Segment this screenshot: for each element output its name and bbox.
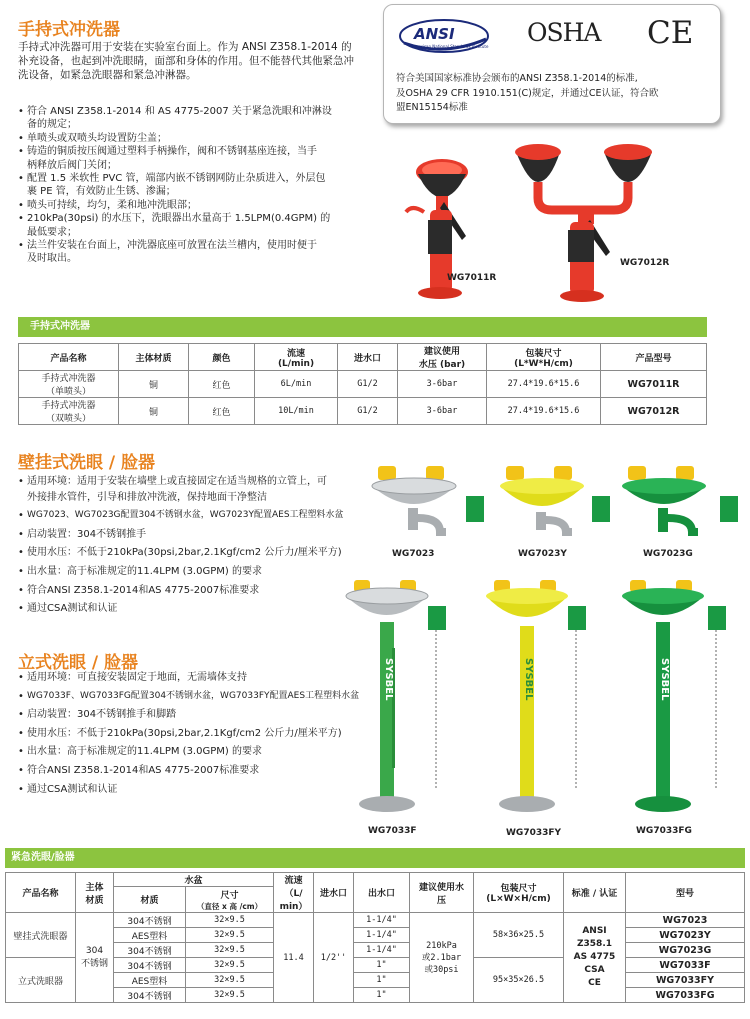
- product-image-wg7023y: [498, 462, 616, 544]
- osha-logo: OSHA: [527, 18, 601, 47]
- table1-header: 进水口: [338, 344, 398, 371]
- product-image-wg7033f: SYSBEL: [340, 578, 460, 818]
- section1-intro: 手持式冲洗器可用于安装在实验室台面上。作为 ANSI Z358.1-2014 的 补充设备，也起到冲洗眼睛，面部和身体的作用。但不能替代其他紧急冲 洗设备，如紧急洗眼器和紧急冲淋器。: [18, 41, 354, 81]
- table-row: 手持式冲洗器 （双喷头） 铜 红色 10L/min G1/2 3-6bar 27.4*19.6*15.6 WG7012R: [19, 398, 707, 425]
- product-image-wg7023: [370, 462, 492, 544]
- ansi-logo: ANSI American National Standards Institute: [398, 17, 490, 55]
- section1-title: 手持式冲洗器: [18, 20, 120, 40]
- cert-text: 符合美国国家标准协会颁布的ANSI Z358.1-2014的标准, 及OSHA 29 CFR 1910.151(C)规定，并通过CE认证，符合欧 盟EN15154标准: [396, 73, 659, 113]
- label-wg7011r: WG7011R: [447, 273, 497, 283]
- label-wg7033f: WG7033F: [368, 826, 417, 836]
- table1-header: 产品型号: [601, 344, 707, 371]
- certification-box: [383, 4, 721, 124]
- table-row: AES塑料 32×9.5 1" WG7033FY: [6, 973, 745, 988]
- table-row: 304不锈钢 32×9.5 1-1/4" WG7023G: [6, 943, 745, 958]
- table1-header: 颜色: [189, 344, 255, 371]
- label-wg7012r: WG7012R: [620, 258, 670, 268]
- section3-bullets: • 适用环境：可直接安装固定于地面，无需墙体支持 • WG7033F、WG7033FG配置304不锈钢水盆，WG7033FY配置AES工程塑料水盆 • 启动装置：304不锈钢推手和脚踏 • 使用水压：不低于210kPa(30psi,2bar,2.1Kgf/cm2 公斤力/厘米平方) • 出水量：高于标准规定的11.4LPM (3.0GPM) 的要求 • 符合ANSI Z358.1-2014和AS 4775-2007标准要求 • 通过CSA测试和认证: [18, 670, 373, 797]
- section2-title: 壁挂式洗眼 / 脸器: [18, 453, 156, 473]
- label-wg7033fg: WG7033FG: [636, 826, 692, 836]
- label-wg7023g: WG7023G: [643, 549, 693, 559]
- table2: 产品名称 主体 材质 水盆 流速 （L/ min） 进水口 出水口 建议使用水 压 包装尺寸 (L×W×H/cm) 标准 / 认证 型号 材质 尺寸 （直径 x 高 /cm） 壁挂式洗眼器 304 不锈钢 304不锈钢 32×9.5 11.4 1/2'' 1-1/4" 210kPa 或2.1bar 或30psi 58×36×25.5 ANSI Z358.1 AS 4775 CSA CE WG7023 AES塑料 32×9.5 1-1/4" WG7023Y 304不锈钢 32×9.5 1-1/4" WG7023G 立式洗眼器 304不锈钢 32×9.5 1" 95×35×26.5 WG7033F AES塑料 32×9.5 1" WG7033FY 304不锈钢 32×9.5 1" WG7033FG: [5, 872, 745, 1003]
- label-wg7023y: WG7023Y: [518, 549, 567, 559]
- table1-container: [18, 317, 707, 425]
- ce-logo: CE: [647, 15, 694, 51]
- table1-header: 流速 (L/min): [255, 344, 338, 371]
- section2-bullets: • 适用环境：适用于安装在墙壁上或直接固定在适当规格的立管上，可 外接排水管件，引导和排放冲洗液，保持地面干净整洁 • WG7023、WG7023G配置304不锈钢水盆，WG7023Y配置AES工程塑料水盆 • 启动装置：304不锈钢推手 • 使用水压：不低于210kPa(30psi,2bar,2.1Kgf/cm2 公斤力/厘米平方) • 出水量：高于标准规定的11.4LPM (3.0GPM) 的要求 • 符合ANSI Z358.1-2014和AS 4775-2007标准要求 • 通过CSA测试和认证: [18, 474, 368, 617]
- product-image-wg7033fg: SYSBEL: [616, 578, 740, 818]
- label-wg7033fy: WG7033FY: [506, 828, 562, 838]
- section1-bullets: • 符合 ANSI Z358.1-2014 和 AS 4775-2007 关于紧急洗眼和冲淋设 备的规定； • 单喷头或双喷头均设置防尘盖； • 铸造的铜质按压阀通过塑料手柄操作，阀和不锈钢基座连接，当手 柄释放后阀门关闭； • 配置 1.5 米软性 PVC 管，端部内嵌不锈钢网防止杂质进入，外层包 裹 PE 管，有效防止生锈、渗漏； • 喷头可持续，均匀，柔和地冲洗眼部； • 210kPa(30psi) 的水压下，洗眼器出水量高于 1.5LPM(0.4GPM) 的 最低要求； • 法兰件安装在台面上，冲洗器底座可放置在法兰槽内，使用时便于 及时取出。: [18, 105, 363, 266]
- table2-container: [5, 848, 745, 1003]
- table-row: 手持式冲洗器 （单喷头） 铜 红色 6L/min G1/2 3-6bar 27.4*19.6*15.6 WG7011R: [19, 371, 707, 398]
- product-image-wg7023g: [620, 462, 746, 544]
- table1: [18, 343, 707, 425]
- table1-bar: 手持式冲洗器: [18, 317, 707, 337]
- table-row: AES塑料 32×9.5 1-1/4" WG7023Y: [6, 928, 745, 943]
- table-row: 立式洗眼器 304不锈钢 32×9.5 1" 95×35×26.5 WG7033F: [6, 958, 745, 973]
- table-row: 壁挂式洗眼器 304 不锈钢 304不锈钢 32×9.5 11.4 1/2'' 1-1/4" 210kPa 或2.1bar 或30psi 58×36×25.5 ANSI Z358.1 AS 4775 CSA CE WG7023: [6, 913, 745, 928]
- table1-header: 建议使用 水压 (bar): [398, 344, 487, 371]
- label-wg7023: WG7023: [392, 549, 435, 559]
- table1-header: 产品名称: [19, 344, 119, 371]
- section3-title: 立式洗眼 / 脸器: [18, 653, 139, 673]
- product-image-wg7033fy: SYSBEL: [480, 578, 600, 818]
- table-row: 304不锈钢 32×9.5 1" WG7033FG: [6, 988, 745, 1003]
- product-image-wg7012r: [508, 134, 656, 304]
- table1-header: 包装尺寸 (L*W*H/cm): [487, 344, 601, 371]
- table1-header: 主体材质: [119, 344, 189, 371]
- table2-bar: 紧急洗眼/脸器: [5, 848, 745, 868]
